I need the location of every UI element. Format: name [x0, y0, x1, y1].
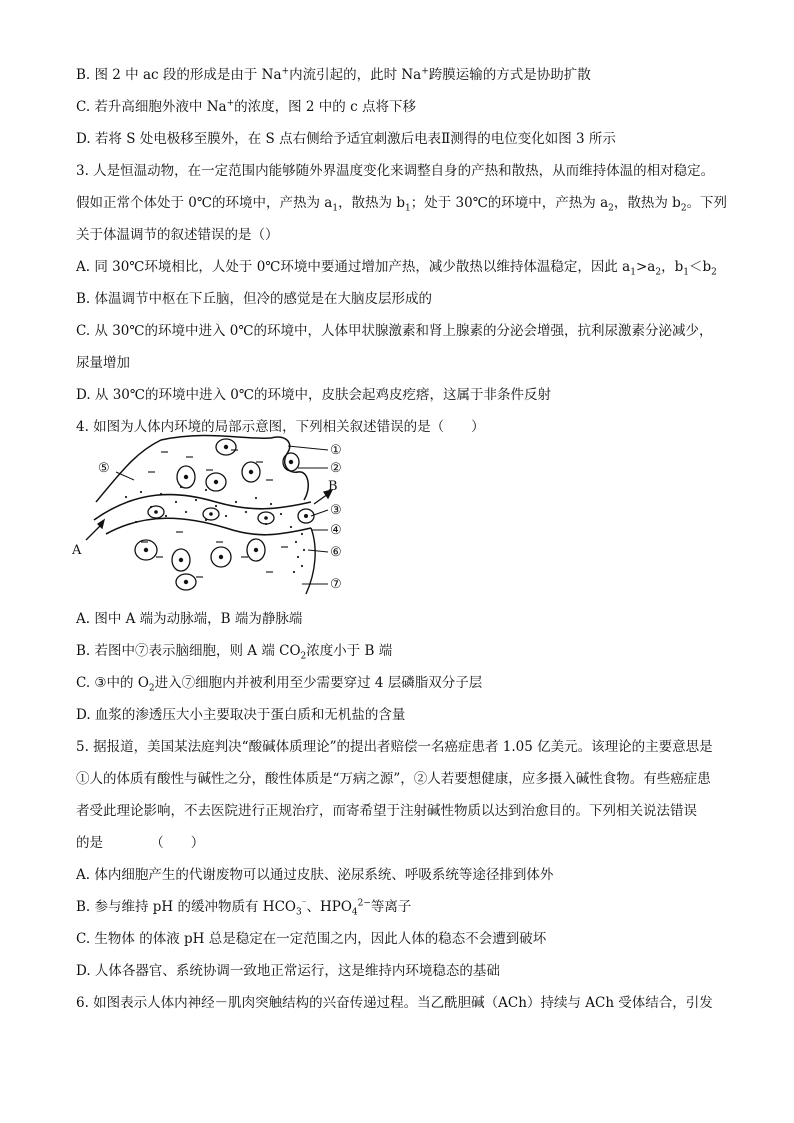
label-6: ⑥ [330, 545, 342, 560]
label-1: ① [330, 443, 342, 458]
option-c-q5: C. 生物体 的体液 pH 总是稳定在一定范围之内，因此人体的稳态不会遭到破坏 [76, 931, 547, 947]
option-a-q5: A. 体内细胞产生的代谢废物可以通过皮肤、泌尿系统、呼吸系统等途径排到体外 [76, 867, 554, 883]
option-c-q4: C. ③中的 $O_2$进入⑦细胞内并被利用至少需要穿过 4 层磷脂双分子层 [76, 675, 483, 694]
end-b-label: B [328, 479, 338, 494]
flow-arrows [86, 490, 332, 540]
label-3: ③ [330, 503, 342, 518]
label-7: ⑦ [330, 577, 342, 592]
option-d-q5: D. 人体各器官、系统协调一致地正常运行，这是维持内环境稳态的基础 [76, 963, 500, 979]
option-a-q4: A. 图中 A 端为动脉端，B 端为静脉端 [76, 611, 303, 627]
tissue-cells [135, 439, 314, 590]
question-3-stem: 3. 人是恒温动物，在一定范围内能够随外界温度变化来调整自身的产热和散热，从而维持体温的相对稳定。 [76, 163, 715, 179]
option-b-q5: B. 参与维持 pH 的缓冲物质有 $HCO_3^{^-}$、$HPO_4^{2-}$等离子 [76, 898, 412, 918]
capillary-upper-wall [94, 495, 311, 520]
option-d-q3: D. 从 30℃的环境中进入 0℃的环境中，皮肤会起鸡皮疙瘩，这属于非条件反射 [76, 387, 551, 403]
question-3-stem: 假如正常个体处于 0℃的环境中，产热为 $a_1$，散热为 $b_1$；处于 30℃的环境中，产热为 $a_2$，散热为 $b_2$。下列 [76, 195, 728, 214]
option-b-q2: B. 图 2 中 ac 段的形成是由于 Na+内流引起的，此时 Na+跨膜运输的方式是协助扩散 [76, 66, 591, 83]
internal-environment-diagram [66, 432, 366, 602]
option-b-q3: B. 体温调节中枢在下丘脑，但冷的感觉是在大脑皮层形成的 [76, 291, 433, 307]
question-5-stem: 者受此理论影响，不去医院进行正规治疗，而寄希望于注射碱性物质以达到治愈目的。下列相关说法错误 [76, 803, 697, 819]
label-2: ② [330, 461, 342, 476]
question-4-stem: 4. 如图为人体内环境的局部示意图，下列相关叙述错误的是（ ） [76, 419, 485, 435]
option-d-q4: D. 血浆的渗透压大小主要取决于蛋白质和无机盐的含量 [76, 707, 406, 723]
label-leaders [116, 446, 328, 584]
end-a-label: A [72, 543, 82, 558]
question-5-stem: ①人的体质有酸性与碱性之分，酸性体质是“万病之源”，②人若要想健康，应多摄入碱性食物。有些癌症患 [76, 771, 711, 787]
tissue-boundary [96, 435, 271, 502]
option-a-q3: A. 同 30℃环境相比，人处于 0℃环境中要通过增加产热，减少散热以维持体温稳定，因此 $a_1>a_2$，$b_1<b_2$ [76, 259, 717, 278]
option-b-q4: B. 若图中⑦表示脑细胞，则 A 端 $CO_2$浓度小于 B 端 [76, 643, 393, 662]
question-6-stem: 6. 如图表示人体内神经－肌肉突触结构的兴奋传递过程。当乙酰胆碱（ACh）持续与 ACh 受体结合，引发 [76, 995, 713, 1011]
label-4: ④ [330, 523, 342, 538]
option-c-q2: C. 若升高细胞外液中 Na+的浓度，图 2 中的 c 点将下移 [76, 98, 416, 115]
capillary-lower-wall [106, 518, 311, 535]
option-c-q3-cont: 尿量增加 [76, 355, 130, 371]
interstitial-dashes [141, 450, 288, 577]
question-5-stem: 5. 据报道，美国某法庭判决“酸碱体质理论”的提出者赔偿一名癌症患者 1.05 亿美元。该理论的主要意思是 [76, 739, 713, 755]
option-c-q3: C. 从 30℃的环境中进入 0℃的环境中，人体甲状腺激素和肾上腺素的分泌会增强，抗利尿激素分泌减少， [76, 323, 713, 339]
question-3-stem: 关于体温调节的叙述错误的是（） [76, 227, 279, 243]
label-5: ⑤ [98, 461, 110, 476]
option-d-q2: D. 若将 S 处电极移至膜外，在 S 点右侧给予适宜刺激后电表Ⅱ测得的电位变化如图 3 所示 [76, 131, 616, 147]
question-5-stem: 的是 （ ） [76, 835, 205, 851]
tissue-fluid-dots [125, 486, 305, 573]
